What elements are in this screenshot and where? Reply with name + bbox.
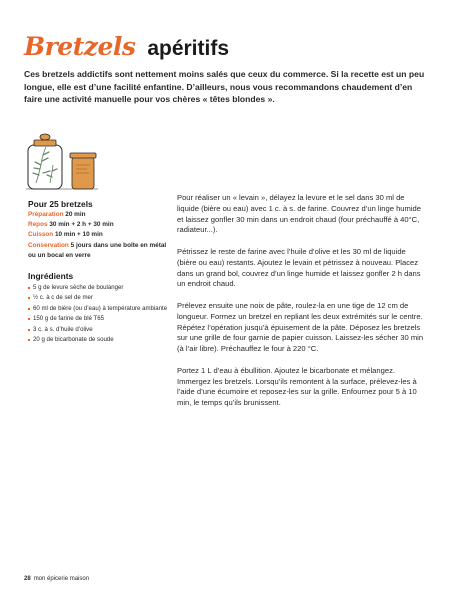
book-title: mon épicerie maison [33, 576, 90, 582]
info-label: Préparation [28, 211, 64, 218]
step-paragraph: Pour réaliser un « levain », délayez la levure et le sel dans 30 ml de liquide (bière ou eau) avec 1 c. à s. de farine. Couvrez d’un linge humide et laissez gonfler 30 min dans un endroit chaud (four préchauffé à 40°C, radiateur...). [177, 193, 421, 235]
info-value: 30 min + 2 h + 30 min [49, 221, 114, 229]
ingredient-item: 60 ml de bière (ou d’eau) à température ambiante [28, 304, 168, 314]
info-line-conservation [28, 241, 168, 261]
tin-jar-icon [70, 153, 96, 189]
recipe-info [28, 199, 168, 345]
title-script: Bretzels [24, 32, 136, 61]
intro-text: Ces bretzels addictifs sont nettement moins salés que ceux du commerce. Si la recette est un peu longue, elle est d’une facilité enfantine. D’ailleurs, nous vous recommandons chaudement d’en faire une activité manuelle pour vos chères « têtes blondes ». [24, 69, 425, 105]
info-value: 5 jours dans une boîte en métal ou un bocal en verre [28, 241, 167, 259]
info-line-cuisson [28, 230, 168, 240]
ingredients-heading: Ingrédients [28, 271, 74, 282]
ingredient-item: 5 g de levure sèche de boulanger [28, 283, 168, 293]
info-line-repos [28, 220, 168, 230]
page-number: 28 [24, 576, 31, 582]
servings: Pour 25 bretzels [28, 199, 93, 209]
info-label: Repos [28, 221, 48, 229]
info-label: Conservation [28, 241, 69, 249]
ingredients-list [28, 283, 168, 345]
jars-illustration [24, 131, 100, 193]
ingredient-item: 150 g de farine de blé T65 [28, 314, 168, 324]
step-paragraph: Pétrissez le reste de farine avec l’huile d’olive et les 30 ml de liquide (bière ou eau) restants. Ajoutez le levain et pétrissez à nouveau. Placez dans un grand bol, couvrez d’un linge humide et laissez gonfler 2 h dans un endroit chaud. [177, 246, 421, 289]
ingredient-item: 3 c. à s. d’huile d’olive [28, 325, 168, 335]
step-paragraph: Prélevez ensuite une noix de pâte, roulez-la en une tige de 12 cm de longueur. Formez un bretzel en repliant les deux extrémités sur le centre. Répétez l’opération jusqu’à épuisement de la pâte. Déposez les bretzels sur une grille de four garnie de papier cuisson. Laissez-les sécher 30 min (à l’air libre). Préchauffez le four à 220 °C. [177, 300, 424, 354]
ingredient-item: ½ c. à c de sel de mer [28, 293, 168, 303]
page-footer [24, 576, 89, 582]
title-plain: apéritifs [147, 37, 230, 60]
info-label: Cuisson [28, 231, 54, 239]
method-steps [177, 193, 427, 420]
ingredient-item: 20 g de bicarbonate de soude [28, 335, 168, 345]
glass-jar-icon [28, 134, 62, 189]
recipe-title [24, 28, 229, 60]
info-value: 20 min [65, 211, 86, 218]
step-paragraph: Portez 1 L d’eau à ébullition. Ajoutez le bicarbonate et mélangez. Immergez les bretzels. Lorsqu’ils remontent à la surface, prélevez-les à l’aide d’une écumoire et reposez-les sur la grille. Enfournez pour 5 à 10 min, le temps qu’ils brunissent. [177, 365, 417, 408]
info-value: 10 min + 10 min [55, 231, 103, 239]
info-line-preparation [28, 210, 168, 220]
